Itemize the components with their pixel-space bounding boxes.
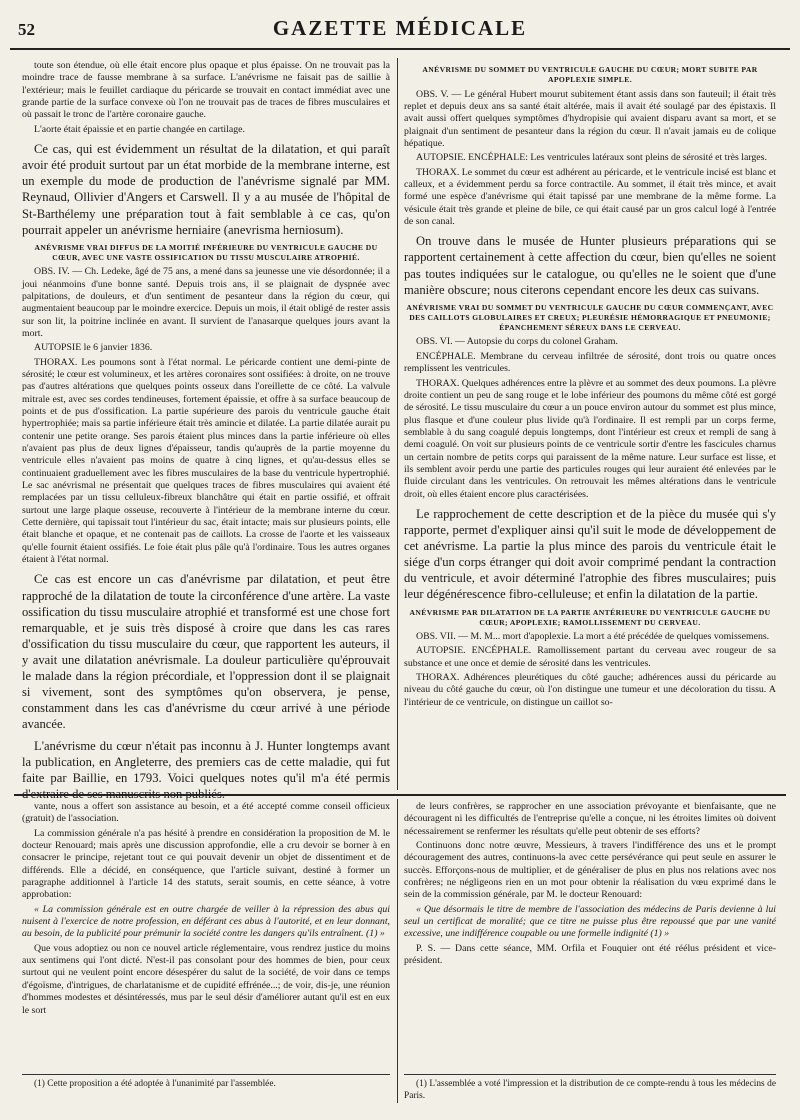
article-column-right xyxy=(404,60,776,788)
report-right-paragraph: « Que désormais le titre de membre de l'association des médecins de Paris devienne à lui seul un certificat de moralité; que ce titre ne puisse plus être repoussé que par une vanité excessive, une indifférence coupable ou une formelle indignité (1) » xyxy=(404,903,776,940)
report-column-right xyxy=(404,801,776,1069)
report-left-paragraph: La commission générale n'a pas hésité à prendre en considération la proposition de M. le docteur Renouard; mais après une discussion approfondie, elle a cru devoir se borner à en consacrer le principe, rejetant tout ce qui pouvait devenir un objet de dissentiment et de différends. Elle a décidé, en conséquence, que l'article suivant, destiné à former un paragraphe additionnel à l'article 14 des statuts, serait soumis, en cette séance, à votre approbation: xyxy=(22,827,390,901)
left-paragraph: OBS. IV. — Ch. Ledeke, âgé de 75 ans, a mené dans sa jeunesse une vie désordonnée; il a joui néanmoins d'une bonne santé. Depuis trois ans, il se plaignait de dyspnée avec palpitations, de douleurs, et d'un sentiment de pesanteur dans la région du cœur, qui augmentaient beaucoup par le moindre exercice. Depuis un mois, il était obligé de rester assis sur son lit, la poitrine inclinée en avant. Il survient de l'anasarque quelques jours avant la mort. xyxy=(22,266,390,339)
journal-title: GAZETTE MÉDICALE xyxy=(272,16,528,40)
report-right-paragraph: Continuons donc notre œuvre, Messieurs, à travers l'indifférence des uns et le prompt découragement des autres, continuons-la avec cette persévérance qui peut seule en assurer le succès. Efforçons-nous de multiplier, et de généraliser de plus en plus nos relations avec nos confrères; ne négligeons rien en un mot pour obtenir la réalisation du vœu exprimé dans le sein de la commission générale, par M. le docteur Renouard: xyxy=(404,840,776,901)
report-right-paragraph: de leurs confrères, se rapprocher en une association prévoyante et bienfaisante, que ne découragent ni les difficultés de l'entreprise qu'elle a conçue, ni les étroites limites où doivent nécessairement se renfermer les résultats qu'elle peut obtenir de ses efforts? xyxy=(404,801,776,837)
left-paragraph: L'anévrisme du cœur n'était pas inconnu à J. Hunter longtemps avant la publication, en Angleterre, des premiers cas de cette maladie, qui fut faite par Baillie, en 1793. Voici quelques notes qu'il m'a été permis d'extraire de ses manuscrits non publiés. xyxy=(22,738,390,801)
page-header xyxy=(10,14,790,50)
left-paragraph: Ce cas est encore un cas d'anévrisme par dilatation, et peut être rapproché de la dilatation de toute la circonférence d'une artère. La vaste ossification du tissu musculaire atrophié et transformé est une chose fort remarquable, et je suis très disposé à croire que dans les cas rares d'ossification du tissu musculaire du cœur, que rapportent les auteurs, il y avait une dilatation anévrismale. La douleur particulière qu'éprouvait le malade dans la région précordiale, et l'oppression dont il se plaignait si vivement, sont des symptômes qu'on observera, je pense, constamment dans les cas d'anévrisme du cœur arrivé à une période avancée. xyxy=(22,572,390,732)
report-column-left xyxy=(22,801,390,1069)
right-section-heading: ANÉVRISME VRAI DU SOMMET DU VENTRICULE GAUCHE DU CŒUR COMMENÇANT, AVEC DES CAILLOTS GLOBULAIRES ET CREUX; PLEURÉSIE HÉMORRAGIQUE ET PNEUMONIE; ÉPANCHEMENT SÉREUX DANS LE CERVEAU. xyxy=(406,302,774,333)
footnote-rule-right xyxy=(404,1074,776,1075)
report-left-paragraph: Que vous adoptiez ou non ce nouvel article réglementaire, vous rendrez justice du moins aux sentimens qui l'ont dicté. N'est-il pas consolant pour des hommes de bien, pour ceux surtout qui ne veulent point encore désespérer du salut de la société, de voir dans ce temps d'égoïsme, d'intrigues, de charlatanisme et de cupidité effrénée...; de voir, dis-je, une réunion d'hommes modestes et désintéressés, mus par le seul désir d'améliorer autant qu'il est en eux le sort xyxy=(22,942,390,1016)
footnote-right: (1) L'assemblée a voté l'impression et la distribution de ce compte-rendu à tous les médecins de Paris. xyxy=(404,1079,776,1101)
right-paragraph: OBS. VII. — M. M... mort d'apoplexie. La mort a été précédée de quelques vomissemens. xyxy=(416,631,770,643)
footnote-rule-left xyxy=(22,1074,390,1075)
column-divider-bottom xyxy=(397,799,398,1103)
right-paragraph: THORAX. Adhérences pleurétiques du côté gauche; adhérences aussi du péricarde au niveau du côté gauche du cœur, où l'on distingue une tumeur et une décoloration du tissu. A l'intérieur de ce ventricule, on distingue un caillot so- xyxy=(404,672,776,708)
report-left-paragraph: vante, nous a offert son assistance au besoin, et a été accepté comme conseil officieux (gratuit) de l'association. xyxy=(22,801,390,825)
right-paragraph: THORAX. Quelques adhérences entre la plèvre et au sommet des deux poumons. La plèvre droite contient un peu de sang rouge et le lobe inférieur des poumons du même côté est gorgé de sérosité. Le tissu musculaire du cœur a un pouce environ autour du sommet est plus mince, plus flasque et d'une couleur plus livide qu'à l'ordinaire. Il est rempli par un corps ferme, semblable à du sang coagulé depuis longtemps, dont l'intérieur est creux et rempli de sang à demi coagulé. On voit sur plusieurs points de ce ventricule sortir d'entre les fascicules charnus un certain nombre de petits corps qui paraissent de la même nature. Leur surface est lisse, et ils semblent avoir perdu une partie des particules rouges qui leur auraient été enlevées par le fluide circulant dans les ventricules. On retrouvait les mêmes altérations dans le ventricule droit, où elles étaient encore plus caractérisées. xyxy=(404,377,776,500)
right-paragraph: AUTOPSIE. ENCÉPHALE. Ramollissement partant du cerveau avec rougeur de sa substance et une once et demie de sérosité dans les ventricules. xyxy=(404,645,776,669)
left-paragraph: Ce cas, qui est évidemment un résultat de la dilatation, et qui paraît avoir été produit surtout par un état morbide de la membrane interne, est un exemple du mode de production de l'anévrisme signalé par MM. Reynaud, Ollivier d'Angers et Carswell. Il y a au musée de l'hôpital de St-Barthélemy une préparation tout à fait semblable à ce cas, qu'on pourrait appeler un anévrisme herniaire (anevrisma herniosum). xyxy=(22,142,390,237)
report-left-paragraph: « La commission générale est en outre chargée de veiller à la répression des abus qui nuisent à l'exercice de notre profession, en déférant ces abus à l'autorité, et en leur donnant, au besoin, de la publicité pour prémunir la société contre les dangers qu'ils entraînent. (1) » xyxy=(22,903,390,940)
right-section-heading: ANÉVRISME DU SOMMET DU VENTRICULE GAUCHE DU CŒUR; MORT SUBITE PAR APOPLEXIE SIMPLE. xyxy=(422,65,758,85)
right-paragraph: OBS. VI. — Autopsie du corps du colonel Graham. xyxy=(416,336,618,348)
report-right-paragraph: P. S. — Dans cette séance, MM. Orfila et Fouquier ont été réélus président et vice-président. xyxy=(404,942,776,967)
left-paragraph: toute son étendue, où elle était encore plus opaque et plus épaisse. On ne trouvait pas la moindre trace de fausse membrane à sa surface. L'anévrisme ne faisait pas de saillie à l'extérieur; mais le feuillet cardiaque du péricarde se trouvait en contact immédiat avec une grande partie de la surface convexe où l'on ne trouvait pas de traces de fibres musculaires et où passait le tronc de l'artère coronaire gauche. xyxy=(22,60,390,121)
article-column-left xyxy=(22,60,390,801)
column-divider xyxy=(397,58,398,790)
right-section-heading: ANÉVRISME PAR DILATATION DE LA PARTIE ANTÉRIEURE DU VENTRICULE GAUCHE DU CŒUR; APOPLEXIE; RAMOLLISSEMENT DU CERVEAU. xyxy=(409,607,771,627)
left-paragraph: L'aorte était épaissie et en partie changée en cartilage. xyxy=(34,123,245,135)
right-paragraph: On trouve dans le musée de Hunter plusieurs préparations qui se rapportent certainement à cette affection du cœur, bien qu'elles ne soient pas toutes indiquées sur le catalogue, ou qu'elles ne le soient que d'une manière obscure; nous citerons cependant encore les deux cas suivans. xyxy=(404,234,776,297)
page-number: 52 xyxy=(18,20,35,39)
right-paragraph: OBS. V. — Le général Hubert mourut subitement étant assis dans son fauteuil; il était très replet et depuis deux ans sa santé était altérée, mais il avait été soulagé par des épistaxis. Il avait aussi offert quelques symptômes d'hydropisie qui avaient disparu avant sa mort, et se plaignait d'un sentiment de pesanteur dans la région du cœur. Il n'avait jamais eu de colique hépatique. xyxy=(404,88,776,149)
right-paragraph: ENCÉPHALE. Membrane du cerveau infiltrée de sérosité, dont trois ou quatre onces remplissent les ventricules. xyxy=(404,350,776,375)
left-paragraph: AUTOPSIE le 6 janvier 1836. xyxy=(34,342,153,354)
footnote-left: (1) Cette proposition a été adoptée à l'unanimité par l'assemblée. xyxy=(34,1079,276,1089)
footnote-right-box xyxy=(404,1079,776,1113)
right-paragraph: THORAX. Le sommet du cœur est adhérent au péricarde, et le ventricule incisé est blanc et calleux, et a évidemment perdu sa force contractile. Au sommet, il était très mince, et avait formé une espèce d'anévrisme qui était tapissé par une membrane de la même forme. La vésicule était très grande et pleine de bile, ce qui était causé par un gros calcul logé à l'entrée de son canal. xyxy=(404,166,776,227)
left-paragraph: THORAX. Les poumons sont à l'état normal. Le péricarde contient une demi-pinte de sérosité; le cœur est volumineux, et les artères coronaires sont ossifiées: à droite, on ne trouve pas d'autres altérations que quelques points osseux dans l'oreillette de ce côté. La valvule mitrale est, avec ses cordes tendineuses, fortement épaissie, et offre à sa surface beaucoup de points et de pus d'ossification. La partie supérieure des parois du ventricule gauche était hypertrophiée; mais sa partie inférieure était très amincie et dilatée. La partie dilatée aurait pu contenir une petite orange. Ses parois étaient plus minces dans la partie inférieure où elles n'avaient pas plus de deux lignes d'épaisseur, tandis qu'auprès de la partie moyenne du ventricule elles n'avaient pas moins de quatre à cinq lignes, et qu'au-dessus elles se continuaient graduellement avec les fibres musculaires de la base du ventricule hypertrophié. Le sac anévrismal ne présentait que quelques traces de fibres musculaires qui avaient été remplacées par un tissu celluleux-fibreux blanchâtre qui était en partie ossifié, et offrait surtout une large plaque osseuse, recouverte à l'intérieur de la membrane interne du cœur. Cette dernière, qui tapissait tout l'intérieur du sac, était intacte; mais sur plusieurs points, elle était blanche et opaque, et ne contenait pas de caillots. La crosse de l'aorte et les vaisseaux qu'elle fournit étaient ossifiés. Le foie était plus pâle qu'à l'ordinaire. Tous les autres organes étaient à l'état normal. xyxy=(22,356,390,566)
section-divider xyxy=(14,794,786,796)
right-paragraph: AUTOPSIE. ENCÉPHALE: Les ventricules latéraux sont pleins de sérosité et très larges. xyxy=(416,152,767,164)
footnote-left-box xyxy=(22,1079,390,1105)
left-section-heading: ANÉVRISME VRAI DIFFUS DE LA MOITIÉ INFÉRIEURE DU VENTRICULE GAUCHE DU CŒUR, AVEC UNE VASTE OSSIFICATION DU TISSU MUSCULAIRE ATROPHIÉ. xyxy=(34,242,378,262)
right-paragraph: Le rapprochement de cette description et de la pièce du musée qui s'y rapporte, permet d'expliquer ainsi qu'il suit le mode de développement de cet anévrisme. La partie la plus mince des parois du ventricule était le siége d'un corps étranger qui doit avoir comprimé pendant la contraction du ventricule, et avoir déterminé l'atrophie des fibres musculaires; puis leur dégénérescence fibro-celluleuse; et enfin la dilatation de la partie. xyxy=(404,506,776,602)
